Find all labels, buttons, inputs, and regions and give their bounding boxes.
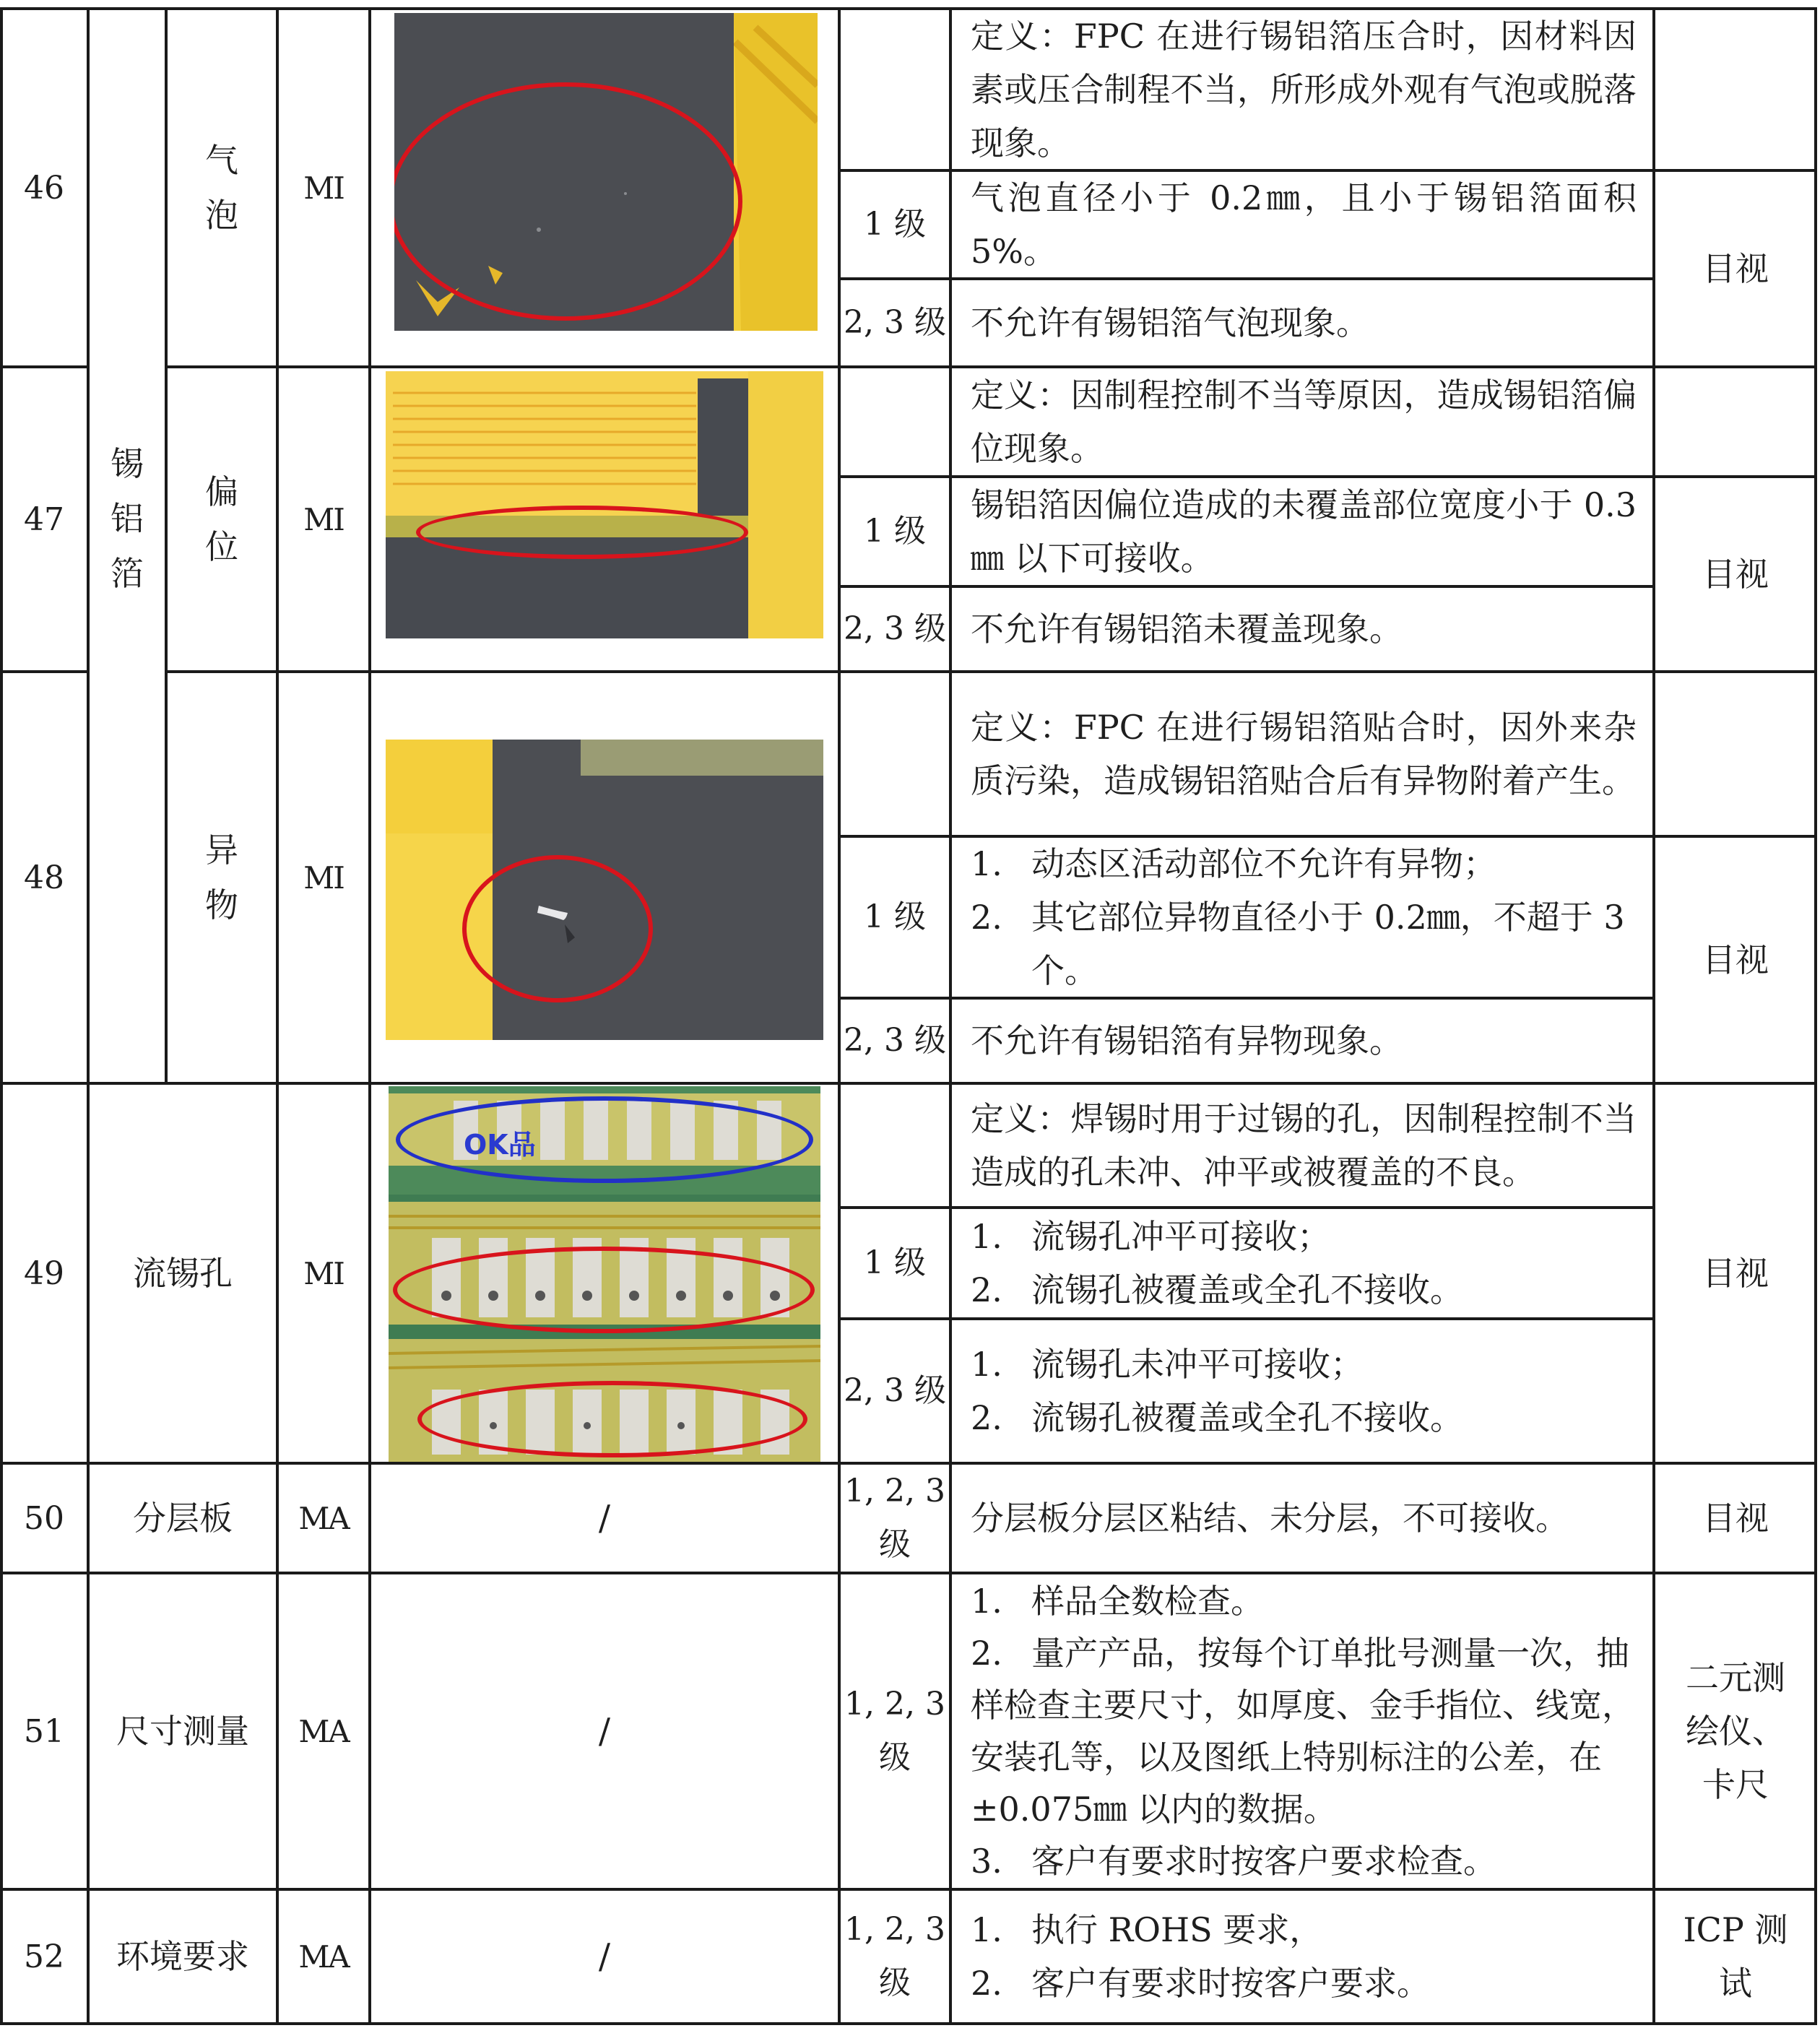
definition-48: 定义：FPC 在进行锡铝箔贴合时，因外来杂质污染，造成锡铝箔贴合后有异物附着产生。: [971, 708, 1637, 800]
no-image-slash: /: [598, 1498, 611, 1538]
criteria-text: [950, 586, 1654, 672]
criteria-text: [950, 170, 1654, 279]
criteria-level: 1, 2, 3 级: [844, 1686, 945, 1776]
criteria-text: [950, 1573, 1654, 1889]
defect-highlight-circle: [416, 506, 748, 559]
method-52: ICP 测试: [1683, 1910, 1788, 2003]
definition-47: 定义：因制程控制不当等原因，造成锡铝箔偏位现象。: [971, 376, 1637, 468]
list-item-text: 动态区活动部位不允许有异物；: [1031, 844, 1496, 883]
item-name: [166, 672, 277, 1083]
list-item: 2. 其它部位异物直径小于 0.2㎜，不超于 3 个。: [971, 890, 1637, 997]
criteria-level: [839, 367, 950, 477]
definition-49: 定义：焊锡时用于过锡的孔，因制程控制不当造成的孔未冲、冲平或被覆盖的不良。: [971, 1099, 1637, 1192]
definition-text: [950, 367, 1654, 477]
criteria-text: [950, 1889, 1654, 2024]
list-item-text: 流锡孔被覆盖或全孔不接收。: [1031, 1398, 1463, 1437]
row-number: 52: [24, 1938, 64, 1975]
inspection-method: 目视: [1702, 940, 1769, 979]
row-number: 49: [24, 1254, 64, 1292]
criteria-text: [950, 477, 1654, 586]
criteria-50: 分层板分层区粘结、未分层，不可接收。: [971, 1499, 1569, 1538]
category-name: 环境要求: [116, 1937, 249, 1976]
criteria-level: 1, 2, 3 级: [844, 1911, 945, 2001]
definition-text: [950, 1083, 1654, 1208]
row-number: 47: [24, 500, 64, 538]
defect-highlight-circle: [417, 1381, 807, 1457]
definition-text: [950, 9, 1654, 170]
inspection-method: [1654, 1573, 1817, 1889]
criteria-text: [950, 998, 1654, 1083]
list-item: 2. 流锡孔被覆盖或全孔不接收。: [971, 1391, 1463, 1444]
inspection-method: 目视: [1702, 555, 1769, 594]
defect-photo-solder-hole: [389, 1086, 820, 1462]
defect-code: MA: [298, 1500, 349, 1536]
category-name: 尺寸测量: [116, 1712, 249, 1751]
criteria-level: 1 级: [864, 898, 926, 935]
list-item-text: 客户有要求时按客户要求检查。: [1031, 1842, 1496, 1881]
list-item: 3. 客户有要求时按客户要求检查。: [971, 1835, 1637, 1887]
list-item: 2. 客户有要求时按客户要求。: [971, 1956, 1430, 2010]
criteria-text: [950, 1208, 1654, 1319]
ok-highlight-circle: [396, 1096, 813, 1183]
list-item: 1. 动态区活动部位不允许有异物；: [971, 837, 1637, 890]
criteria-level: [839, 1083, 950, 1208]
defect-code: MI: [303, 170, 344, 206]
criteria-list: [971, 1903, 1430, 2010]
defect-highlight-circle: [394, 82, 742, 321]
criteria-list: [971, 1575, 1637, 1887]
criteria-level: 1 级: [864, 1244, 926, 1281]
list-item-text: 其它部位异物直径小于 0.2㎜，不超于 3 个。: [1031, 898, 1625, 990]
inspection-method: [1654, 1889, 1817, 2024]
row-number: 46: [24, 169, 64, 207]
list-item-text: 流锡孔冲平可接收；: [1031, 1217, 1330, 1256]
row-number: 48: [24, 859, 64, 896]
criteria-text: [950, 1319, 1654, 1463]
criteria-level: [839, 9, 950, 170]
row-number: 51: [24, 1712, 64, 1750]
criteria-46-1: 气泡直径小于 0.2㎜，且小于锡铝箔面积5%。: [971, 178, 1637, 271]
defect-code: MI: [303, 859, 344, 896]
criteria-level: 1 级: [864, 206, 926, 243]
no-image-slash: /: [598, 1711, 611, 1751]
defect-highlight-circle: [393, 1247, 815, 1333]
criteria-level: 2, 3 级: [844, 1022, 946, 1059]
list-item: 1. 执行 ROHS 要求，: [971, 1903, 1430, 1956]
defect-code: MA: [298, 1713, 349, 1749]
defect-photo-foreign-matter: [386, 740, 823, 1040]
defect-highlight-circle: [462, 855, 653, 1002]
list-item: 2. 流锡孔被覆盖或全孔不接收。: [971, 1263, 1463, 1317]
list-item: 1. 流锡孔冲平可接收；: [971, 1210, 1463, 1263]
list-item: 1. 流锡孔未冲平可接收；: [971, 1338, 1463, 1391]
item-name: [166, 367, 277, 672]
criteria-list: [971, 837, 1637, 997]
criteria-47-1: 锡铝箔因偏位造成的未覆盖部位宽度小于 0.3 ㎜ 以下可接收。: [971, 485, 1637, 578]
criteria-level: 2, 3 级: [844, 304, 946, 341]
criteria-level: 1, 2, 3 级: [844, 1473, 945, 1563]
list-item: 1. 样品全数检查。: [971, 1575, 1637, 1627]
list-item-text: 执行 ROHS 要求，: [1031, 1910, 1323, 1949]
list-item: 2. 量产产品，按每个订单批号测量一次，抽样检查主要尺寸，如厚度、金手指位、线宽，安装孔等，以及图纸上特别标注的公差，在±0.075㎜ 以内的数据。: [971, 1627, 1637, 1835]
ok-sample-label: OK品: [464, 1129, 536, 1161]
inspection-method: 目视: [1702, 249, 1769, 288]
defect-photo-bubble: [394, 13, 818, 331]
criteria-level: 1 级: [864, 513, 926, 550]
list-item-text: 流锡孔被覆盖或全孔不接收。: [1031, 1270, 1463, 1309]
criteria-text: [950, 836, 1654, 998]
criteria-47-2: 不允许有锡铝箔未覆盖现象。: [971, 610, 1403, 649]
criteria-text: [950, 1463, 1654, 1573]
criteria-list: [971, 1210, 1463, 1317]
list-item-text: 流锡孔未冲平可接收；: [1031, 1345, 1364, 1384]
category-name: 流锡孔: [133, 1254, 233, 1293]
offset-photo-drawing: [386, 371, 823, 638]
list-item-text: 客户有要求时按客户要求。: [1031, 1964, 1430, 2003]
list-item-text: 样品全数检查。: [1031, 1582, 1264, 1621]
definition-text: [950, 672, 1654, 836]
category-name: [88, 367, 166, 670]
category-label: 锡铝箔: [110, 444, 144, 593]
inspection-method: 目视: [1702, 1254, 1769, 1293]
category-name: 分层板: [133, 1499, 233, 1538]
criteria-level: 2, 3 级: [844, 610, 946, 647]
defect-code: MA: [298, 1938, 349, 1975]
item-name: [166, 9, 277, 367]
row-number: 50: [24, 1499, 64, 1537]
defect-code: MI: [303, 1255, 344, 1291]
defect-photo-offset: [386, 371, 823, 638]
item-label: 气泡: [205, 141, 238, 235]
item-label: 异物: [205, 831, 238, 924]
criteria-list: [971, 1338, 1463, 1444]
no-image-slash: /: [598, 1936, 611, 1977]
criteria-level: 2, 3 级: [844, 1372, 946, 1409]
criteria-text: [950, 279, 1654, 367]
list-item-text: 量产产品，按每个订单批号测量一次，抽样检查主要尺寸，如厚度、金手指位、线宽，安装孔等，以及图纸上特别标注的公差，在±0.075㎜ 以内的数据。: [971, 1634, 1635, 1829]
defect-code: MI: [303, 501, 344, 537]
criteria-48-2: 不允许有锡铝箔有异物现象。: [971, 1021, 1403, 1060]
inspection-method: 目视: [1702, 1499, 1769, 1538]
method-51: 二元测绘仪、卡尺: [1686, 1658, 1785, 1804]
item-label: 偏位: [205, 472, 238, 566]
definition-46: 定义：FPC 在进行锡铝箔压合时，因材料因素或压合制程不当，所形成外观有气泡或脱落现象。: [971, 17, 1637, 162]
criteria-level: [839, 672, 950, 836]
criteria-46-2: 不允许有锡铝箔气泡现象。: [971, 303, 1369, 342]
